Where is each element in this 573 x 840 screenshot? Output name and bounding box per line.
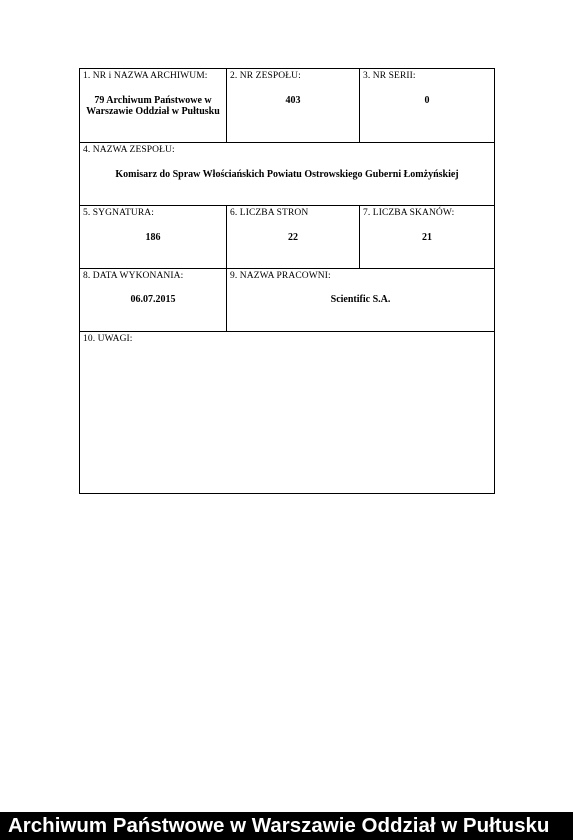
pages-cell [227, 206, 360, 268]
pages-label: 6. LICZBA STRON [230, 208, 309, 218]
signature-cell [80, 206, 227, 268]
fonds-name-cell [80, 143, 494, 205]
series-value: 0 [424, 95, 430, 106]
archive-cell [80, 69, 227, 142]
date-value: 06.07.2015 [130, 294, 176, 305]
series-label: 3. NR SERII: [363, 71, 416, 81]
series-cell [360, 69, 494, 142]
signature-value: 186 [145, 232, 161, 243]
fonds-number-value: 403 [285, 95, 301, 106]
fonds-number-label: 2. NR ZESPOŁU: [230, 71, 301, 81]
archive-footer-banner: Archiwum Państwowe w Warszawie Oddział w Pułtusku [0, 812, 573, 840]
form-row-5 [80, 332, 494, 493]
scans-value: 21 [422, 232, 432, 243]
date-cell [80, 269, 227, 331]
scans-cell [360, 206, 494, 268]
studio-label: 9. NAZWA PRACOWNI: [230, 271, 331, 281]
date-label: 8. DATA WYKONANIA: [83, 271, 184, 281]
fonds-name-value: Komisarz do Spraw Włościańskich Powiatu Ostrowskiego Guberni Łomżyńskiej [115, 169, 459, 180]
signature-label: 5. SYGNATURA: [83, 208, 154, 218]
pages-value: 22 [288, 232, 298, 243]
studio-value: Scientific S.A. [330, 294, 391, 305]
studio-cell [227, 269, 494, 331]
fonds-name-label: 4. NAZWA ZESPOŁU: [83, 145, 175, 155]
metadata-form [79, 68, 495, 494]
notes-label: 10. UWAGI: [83, 334, 133, 344]
archive-label: 1. NR i NAZWA ARCHIWUM: [83, 71, 208, 81]
form-row-4 [80, 269, 494, 332]
form-row-2 [80, 143, 494, 206]
notes-cell [80, 332, 494, 493]
scans-label: 7. LICZBA SKANÓW: [363, 208, 455, 218]
form-row-1 [80, 69, 494, 143]
fonds-number-cell [227, 69, 360, 142]
archive-value: 79 Archiwum Państwowe w Warszawie Oddział w Pułtusku [86, 95, 220, 117]
form-row-3 [80, 206, 494, 269]
